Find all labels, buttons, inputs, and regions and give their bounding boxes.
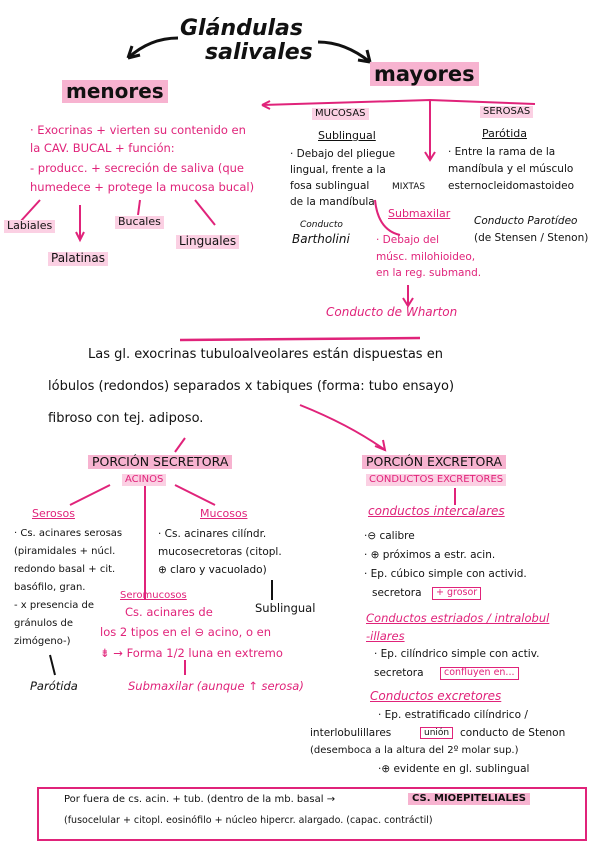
stensen-duct: Conducto Parotídeo	[474, 215, 578, 227]
intro-line: fibroso con tej. adiposo.	[48, 411, 204, 426]
serosos-line: redondo basal + cit.	[14, 564, 116, 575]
sublingual-desc: lingual, frente a la	[290, 164, 386, 176]
excretores-line: interlobulillares	[310, 727, 392, 739]
parotida-desc: mandíbula y el músculo	[448, 163, 574, 175]
mayores-heading: mayores	[370, 62, 479, 86]
mixtas-label: MIXTAS	[392, 182, 426, 192]
menores-type-linguales: Linguales	[176, 235, 239, 249]
serosos-line: · Cs. acinares serosas	[14, 528, 123, 539]
submaxilar-desc: músc. milohioideo,	[376, 251, 476, 263]
title-line-2: salivales	[205, 40, 313, 65]
seromucosos-line: ⇟ → Forma 1/2 luna en extremo	[100, 646, 283, 660]
parotida-desc: · Entre la rama de la	[448, 146, 556, 158]
menores-line: - producc. + secreción de saliva (que	[30, 161, 245, 175]
conductos-excretores-label: CONDUCTOS EXCRETORES	[366, 474, 506, 486]
mucosos-example: Sublingual	[255, 601, 316, 615]
union-tag: unión	[420, 727, 453, 739]
excretores-line: · Ep. estratificado cilíndrico /	[378, 709, 528, 721]
serosos-line: zimógeno-)	[14, 636, 71, 647]
serosos-line: gránulos de	[14, 618, 74, 629]
parotida-gland: Parótida	[482, 127, 527, 140]
serosos-label: Serosos	[32, 507, 75, 520]
confluyen-tag: confluyen en...	[440, 667, 519, 680]
mucosas-label: MUCOSAS	[312, 108, 369, 120]
serosas-label: SEROSAS	[480, 106, 533, 118]
excretores-line: (desemboca a la altura del 2º molar sup.)	[310, 745, 519, 756]
footer-line-2: (fusocelular + citopl. eosinófilo + núcleo hipercr. alargado. (capac. contráctil)	[64, 815, 433, 826]
intercalares-line: · Ep. cúbico simple con activid.	[364, 568, 527, 580]
mucosos-line: mucosecretoras (citopl.	[158, 546, 282, 558]
serosos-example: Parótida	[30, 679, 78, 693]
sublingual-desc: · Debajo del pliegue	[290, 148, 396, 160]
intercalares-label: conductos intercalares	[368, 504, 505, 518]
footer-line-1: Por fuera de cs. acin. + tub. (dentro de la mb. basal →	[64, 794, 336, 805]
menores-type-palatinas: Palatinas	[48, 252, 108, 266]
intercalares-line: ·⊖ calibre	[364, 530, 415, 542]
submaxilar-gland: Submaxilar	[388, 207, 451, 220]
seromucosos-example: Submaxilar (aunque ↑ serosa)	[128, 679, 304, 693]
intro-line: Las gl. exocrinas tubuloalveolares están dispuestas en	[88, 347, 443, 362]
intro-line: lóbulos (redondos) separados x tabiques (forma: tubo ensayo)	[48, 379, 455, 394]
sublingual-desc: fosa sublingual	[290, 180, 370, 192]
mucosos-line: · Cs. acinares cilíndr.	[158, 528, 267, 540]
sublingual-desc: de la mandíbula	[290, 196, 375, 208]
estriados-line: secretora	[374, 667, 424, 679]
sublingual-gland: Sublingual	[318, 129, 376, 142]
intercalares-line: · ⊕ próximos a estr. acin.	[364, 549, 496, 561]
menores-line: la CAV. BUCAL + función:	[30, 141, 175, 155]
stensen-duct: (de Stensen / Stenon)	[474, 232, 589, 244]
mucosos-label: Mucosos	[200, 507, 248, 520]
estriados-label: -illares	[366, 629, 405, 643]
grosor-tag: + grosor	[432, 587, 481, 600]
estriados-line: · Ep. cilíndrico simple con activ.	[374, 648, 540, 660]
menores-type-bucales: Bucales	[115, 216, 164, 229]
serosos-line: basófilo, gran.	[14, 582, 86, 593]
menores-heading: menores	[62, 80, 168, 103]
parotida-desc: esternocleidomastoideo	[448, 180, 575, 192]
excretores-line: ·⊕ evidente en gl. sublingual	[378, 763, 530, 775]
serosos-line: (piramidales + núcl.	[14, 546, 116, 557]
title-line-1: Glándulas	[180, 16, 303, 41]
acinos-label: ACINOS	[122, 474, 166, 486]
intercalares-line: secretora	[372, 587, 422, 599]
wharton-duct: Conducto de Wharton	[326, 305, 458, 319]
seromucosos-line: los 2 tipos en el ⊖ acino, o en	[100, 625, 272, 639]
excretora-heading: PORCIÓN EXCRETORA	[362, 455, 506, 469]
menores-line: humedece + protege la mucosa bucal)	[30, 180, 255, 194]
secretora-heading: PORCIÓN SECRETORA	[88, 455, 232, 469]
menores-line: · Exocrinas + vierten su contenido en	[30, 123, 246, 137]
seromucosos-label: Seromucosos	[120, 590, 187, 601]
estriados-label: Conductos estriados / intralobul	[366, 611, 550, 625]
submaxilar-desc: · Debajo del	[376, 234, 440, 246]
excretores-line: conducto de Stenon	[460, 727, 566, 739]
submaxilar-desc: en la reg. submand.	[376, 267, 482, 279]
menores-type-labiales: Labiales	[4, 220, 55, 233]
excretores-label: Conductos excretores	[370, 689, 502, 703]
bartholini-duct: Conducto	[300, 220, 343, 230]
bartholini-duct: Bartholini	[292, 232, 350, 246]
mucosos-line: ⊕ claro y vacuolado)	[158, 564, 267, 576]
mioepiteliales-highlight: CS. MIOEPITELIALES	[408, 793, 530, 805]
seromucosos-line: Cs. acinares de	[125, 605, 213, 619]
serosos-line: - x presencia de	[14, 600, 95, 611]
